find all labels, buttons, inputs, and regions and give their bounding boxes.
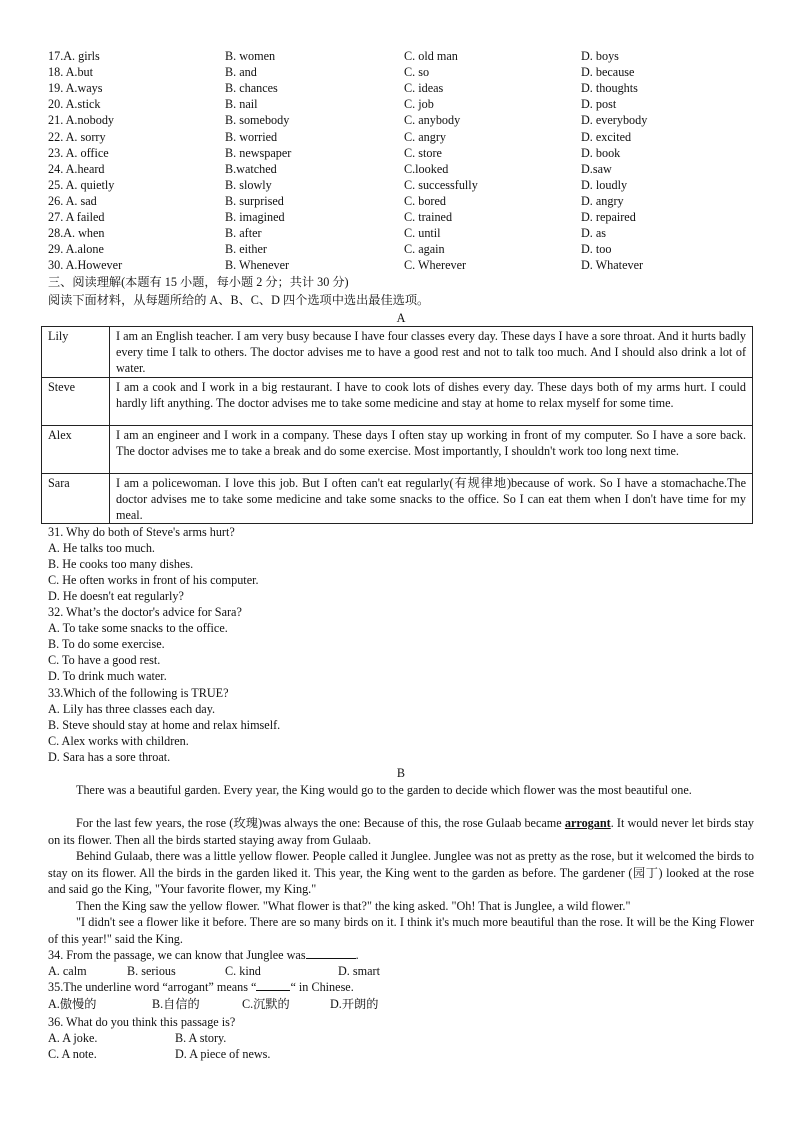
option-row (48, 112, 754, 128)
option-b: B. after (225, 226, 262, 240)
option-a: 30. A.However (48, 258, 123, 272)
option-c: C. store (404, 146, 442, 160)
option-b: B. somebody (225, 113, 290, 127)
option-b: B. newspaper (225, 146, 292, 160)
option-b: B. surprised (225, 194, 284, 208)
question-stem: 34. From the passage, we can know that Junglee was . (48, 948, 359, 962)
option-row (48, 129, 754, 145)
answer-option: D. He doesn't eat regularly? (48, 589, 184, 603)
answer-option: B. A story. (175, 1031, 227, 1045)
option-row (48, 80, 754, 96)
answer-option: C. To have a good rest. (48, 653, 161, 667)
option-c: C. bored (404, 194, 446, 208)
answer-option: C. A note. (48, 1047, 97, 1061)
option-row (48, 64, 754, 80)
person-text: I am an English teacher. I am very busy because I have four classes every day. These days I have a sore throat. And it hurts badly every time I talk to others. The doctor advises me to have a good rest and not to talk too much. And I should also drink a lot of water. (110, 327, 753, 378)
option-d: D.saw (581, 162, 612, 176)
option-b: B. slowly (225, 178, 272, 192)
answer-option: A. To take some snacks to the office. (48, 621, 228, 635)
option-b: B. either (225, 242, 267, 256)
answer-options (48, 1046, 754, 1062)
answer-option: B. serious (127, 964, 176, 978)
option-b: B. worried (225, 130, 278, 144)
option-a: 23. A. office (48, 146, 109, 160)
option-a: 27. A failed (48, 210, 105, 224)
underlined-word: arrogant (564, 816, 611, 830)
option-a: 26. A. sad (48, 194, 97, 208)
option-row (48, 225, 754, 241)
passage-b-paragraph-1: There was a beautiful garden. Every year, the King would go to the garden to decide which flower was the most beautiful one. (76, 783, 692, 797)
option-a: 24. A.heard (48, 162, 105, 176)
option-b: B. nail (225, 97, 258, 111)
option-c: C. anybody (404, 113, 461, 127)
option-c: C. successfully (404, 178, 478, 192)
answer-option: A. He talks too much. (48, 541, 155, 555)
option-c: C. old man (404, 49, 458, 63)
table-row (42, 327, 753, 378)
option-c: C.looked (404, 162, 449, 176)
option-b: B. women (225, 49, 276, 63)
person-name: Sara (42, 473, 110, 524)
section-instruction: 阅读下面材料，从每题所给的 A、B、C、D 四个选项中选出最佳选项。 (48, 293, 430, 307)
option-row (48, 145, 754, 161)
option-d: D. post (581, 97, 617, 111)
option-row (48, 193, 754, 209)
answer-option: D.开朗的 (330, 997, 379, 1011)
option-d: D. boys (581, 49, 619, 63)
option-d: D. everybody (581, 113, 648, 127)
option-d: D. Whatever (581, 258, 644, 272)
option-row (48, 209, 754, 225)
answer-option: A.傲慢的 (48, 997, 97, 1011)
question-text: 34. From the passage, we can know that Junglee was (48, 948, 306, 962)
option-b: B. Whenever (225, 258, 290, 272)
option-a: 18. A.but (48, 65, 94, 79)
option-a: 29. A.alone (48, 242, 104, 256)
answer-option: B. He cooks too many dishes. (48, 557, 194, 571)
answer-option: C. He often works in front of his computer. (48, 573, 259, 587)
option-b: B. imagined (225, 210, 285, 224)
paragraph-text: . It would never let birds stay on its flower. Then all the birds started staying away from Gulaab. (48, 816, 755, 847)
option-d: D. too (581, 242, 612, 256)
paragraph-text: For the last few years, the rose (玫瑰)was always the one: Because of this, the rose Gulaab became (76, 816, 565, 830)
question-stem: 33.Which of the following is TRUE? (48, 686, 229, 700)
passage-a-label: A (396, 311, 406, 325)
answer-option: B. To do some exercise. (48, 637, 165, 651)
option-a: 21. A.nobody (48, 113, 115, 127)
answer-option: D. To drink much water. (48, 669, 167, 683)
person-text: I am a policewoman. I love this job. But I often can't eat regularly(有规律地)because of work. So I have a stomachache.The doctor advises me to take some medicine and take some snacks to the office. So I can eat them when I don't have time for my meal. (110, 473, 753, 524)
question-stem: 36. What do you think this passage is? (48, 1015, 236, 1029)
option-d: D. excited (581, 130, 632, 144)
option-a: 22. A. sorry (48, 130, 106, 144)
option-a: 20. A.stick (48, 97, 101, 111)
option-d: D. angry (581, 194, 624, 208)
answer-option: C. kind (225, 964, 261, 978)
option-c: C. angry (404, 130, 446, 144)
answer-option: D. smart (338, 964, 380, 978)
section-heading: 三、阅读理解(本题有 15 小题，每小题 2 分；共计 30 分) (48, 275, 349, 289)
answer-option: A. Lily has three classes each day. (48, 702, 216, 716)
answer-blank (256, 979, 290, 991)
option-row (48, 161, 754, 177)
option-row (48, 48, 754, 64)
option-d: D. thoughts (581, 81, 638, 95)
table-row (42, 473, 753, 524)
table-row (42, 377, 753, 425)
answer-option: D. Sara has a sore throat. (48, 750, 171, 764)
option-row (48, 241, 754, 257)
option-row (48, 96, 754, 112)
option-c: C. ideas (404, 81, 444, 95)
option-d: D. loudly (581, 178, 628, 192)
option-c: C. until (404, 226, 441, 240)
passage-a-table (41, 326, 753, 524)
person-text: I am a cook and I work in a big restaurant. I have to cook lots of dishes every day. These days both of my arms hurt. I could hardly lift anything. The doctor advises me to take some medicine and stay at home to relax myself for some time. (110, 377, 753, 425)
option-d: D. as (581, 226, 607, 240)
option-b: B. and (225, 65, 257, 79)
option-row (48, 257, 754, 273)
answer-options (48, 963, 754, 979)
option-d: D. book (581, 146, 621, 160)
option-c: C. again (404, 242, 445, 256)
question-text: 35.The underline word “arrogant” means “ (48, 980, 257, 994)
answer-option: D. A piece of news. (175, 1047, 271, 1061)
question-stem: 31. Why do both of Steve's arms hurt? (48, 525, 235, 539)
answer-options (48, 996, 754, 1012)
option-b: B.watched (225, 162, 277, 176)
answer-option: B.自信的 (152, 997, 200, 1011)
answer-blank (306, 947, 356, 959)
passage-b-paragraph-4: Then the King saw the yellow flower. "What flower is that?" the king asked. "Oh! That is Junglee, a wild flower." (76, 899, 631, 913)
option-d: D. because (581, 65, 635, 79)
option-d: D. repaired (581, 210, 636, 224)
question-stem: 32. What’s the doctor's advice for Sara? (48, 605, 242, 619)
option-c: C. job (404, 97, 434, 111)
person-name: Lily (42, 327, 110, 378)
option-a: 19. A.ways (48, 81, 103, 95)
option-row (48, 177, 754, 193)
passage-b-paragraph-5: "I didn't see a flower like it before. There are so many birds on it. I think it's much more beautiful than the rose. It will be the King Flower of this year!" said the King. (48, 915, 754, 946)
passage-b-paragraph-2 (48, 815, 754, 848)
answer-option: A. calm (48, 964, 87, 978)
option-c: C. Wherever (404, 258, 467, 272)
option-c: C. trained (404, 210, 453, 224)
person-name: Alex (42, 425, 110, 473)
passage-b-label: B (396, 766, 406, 780)
answer-option: C.沉默的 (242, 997, 290, 1011)
question-text: “ in Chinese. (290, 980, 354, 994)
question-stem (48, 979, 754, 995)
answer-option: C. Alex works with children. (48, 734, 189, 748)
option-a: 25. A. quietly (48, 178, 115, 192)
answer-options (48, 1030, 754, 1046)
option-b: B. chances (225, 81, 278, 95)
answer-option: B. Steve should stay at home and relax himself. (48, 718, 281, 732)
person-name: Steve (42, 377, 110, 425)
option-c: C. so (404, 65, 430, 79)
option-a: 17.A. girls (48, 49, 100, 63)
option-a: 28.A. when (48, 226, 105, 240)
table-row (42, 425, 753, 473)
person-text: I am an engineer and I work in a company. These days I often stay up working in front of my computer. So I have a sore back. The doctor advises me to take a break and do some exercise. Most importantly, I shouldn't work too long next time. (110, 425, 753, 473)
answer-option: A. A joke. (48, 1031, 98, 1045)
passage-b-paragraph-3: Behind Gulaab, there was a little yellow flower. People called it Junglee. Junglee was not as pretty as the rose, but it welcomed the birds to stay on its flower. All the birds in the garden liked it. This year, the King went to the garden as before. The gardener (园丁) looked at the rose and said go the King, "Your favorite flower, my King." (48, 849, 754, 897)
